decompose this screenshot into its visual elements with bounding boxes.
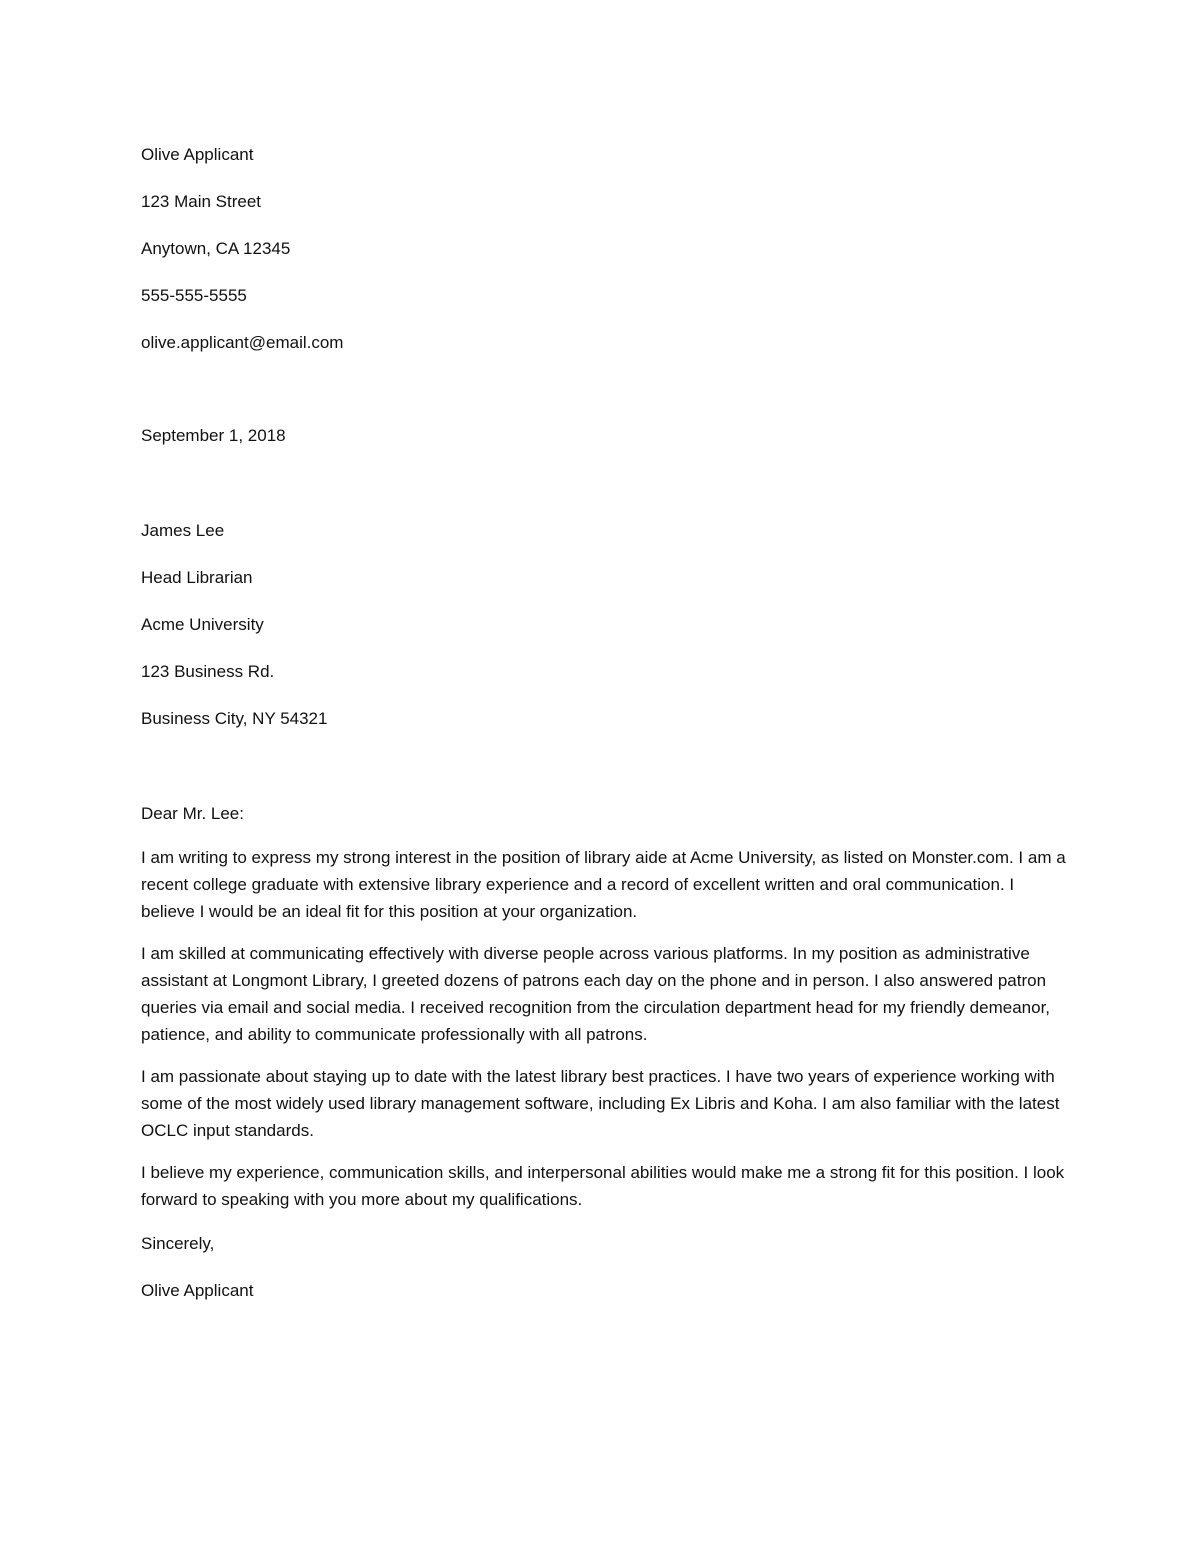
recipient-street: 123 Business Rd. <box>141 662 275 681</box>
body-paragraph: I am writing to express my strong interest in the position of library aide at Acme University, as listed on Monster.com. I am a recent college graduate with extensive library experience and a record of excellent written and oral communication. I believe I would be an ideal fit for this position at your organization. <box>141 848 1066 921</box>
sender-phone: 555-555-5555 <box>141 286 247 305</box>
recipient-name: James Lee <box>141 521 225 540</box>
body-paragraph: I believe my experience, communication skills, and interpersonal abilities would make me a strong fit for this position. I look forward to speaking with you more about my qualifications. <box>141 1163 1065 1209</box>
sender-name: Olive Applicant <box>141 145 254 164</box>
salutation-block <box>141 800 1071 827</box>
sender-street: 123 Main Street <box>141 192 262 211</box>
body-paragraph: I am skilled at communicating effectively with diverse people across various platforms. In my position as administrative assistant at Longmont Library, I greeted dozens of patrons each day on the phone and in person. I also answered patron queries via email and social media. I received recognition from the circulation department head for my friendly demeanor, patience, and ability to communicate professionally with all patrons. <box>141 944 1051 1044</box>
recipient-title: Head Librarian <box>141 568 253 587</box>
signature: Olive Applicant <box>141 1281 254 1300</box>
letter-date: September 1, 2018 <box>141 426 286 445</box>
closing: Sincerely, <box>141 1234 215 1253</box>
recipient-address-block <box>141 517 1071 732</box>
recipient-city-state-zip: Business City, NY 54321 <box>141 709 328 728</box>
body-paragraph: I am passionate about staying up to date with the latest library best practices. I have two years of experience working with some of the most widely used library management software, including Ex Libris and Koha. I am also familiar with the latest OCLC input standards. <box>141 1067 1060 1140</box>
sender-address-block <box>141 141 1071 356</box>
cover-letter <box>141 141 1071 1304</box>
recipient-organization: Acme University <box>141 615 264 634</box>
sender-email: olive.applicant@email.com <box>141 333 344 352</box>
sender-city-state-zip: Anytown, CA 12345 <box>141 239 291 258</box>
salutation: Dear Mr. Lee: <box>141 804 244 823</box>
letter-date-block <box>141 422 1071 449</box>
letter-body <box>141 844 1071 1213</box>
